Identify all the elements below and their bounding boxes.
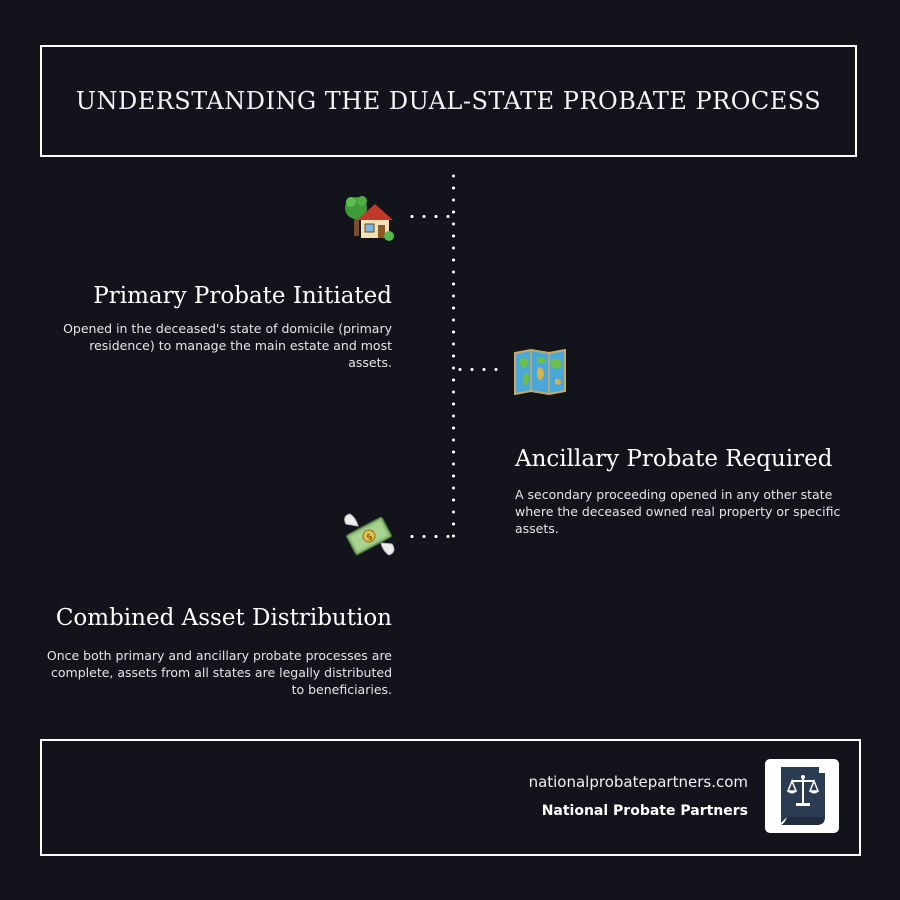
money-with-wings-icon xyxy=(340,510,398,560)
footer xyxy=(40,739,861,856)
title-box xyxy=(40,45,857,157)
footer-company-name: National Probate Partners xyxy=(541,803,748,819)
step-3-description: Once both primary and ancillary probate processes are complete, assets from all states are legally distributed to beneficiaries. xyxy=(46,648,392,697)
step-1-connector xyxy=(406,215,454,218)
step-1-heading: Primary Probate Initiated xyxy=(93,283,392,309)
step-3-heading: Combined Asset Distribution xyxy=(55,605,392,631)
world-map-icon xyxy=(513,349,567,395)
page-title: UNDERSTANDING THE DUAL-STATE PROBATE PROCESS xyxy=(75,87,822,115)
footer-url[interactable]: nationalprobatepartners.com xyxy=(528,773,748,791)
timeline-connector xyxy=(452,170,455,542)
step-1-description: Opened in the deceased's state of domicile (primary residence) to manage the main estate and most assets. xyxy=(63,321,392,370)
step-2-description: A secondary proceeding opened in any other state where the deceased owned real property or specific assets. xyxy=(515,487,841,536)
svg-text:$: $ xyxy=(365,532,375,544)
legal-scales-document-icon xyxy=(765,759,839,833)
company-logo xyxy=(765,759,839,833)
step-3-connector xyxy=(406,535,454,538)
step-2-heading: Ancillary Probate Required xyxy=(515,446,833,472)
step-2-connector xyxy=(454,368,504,371)
house-with-tree-icon xyxy=(343,192,397,244)
